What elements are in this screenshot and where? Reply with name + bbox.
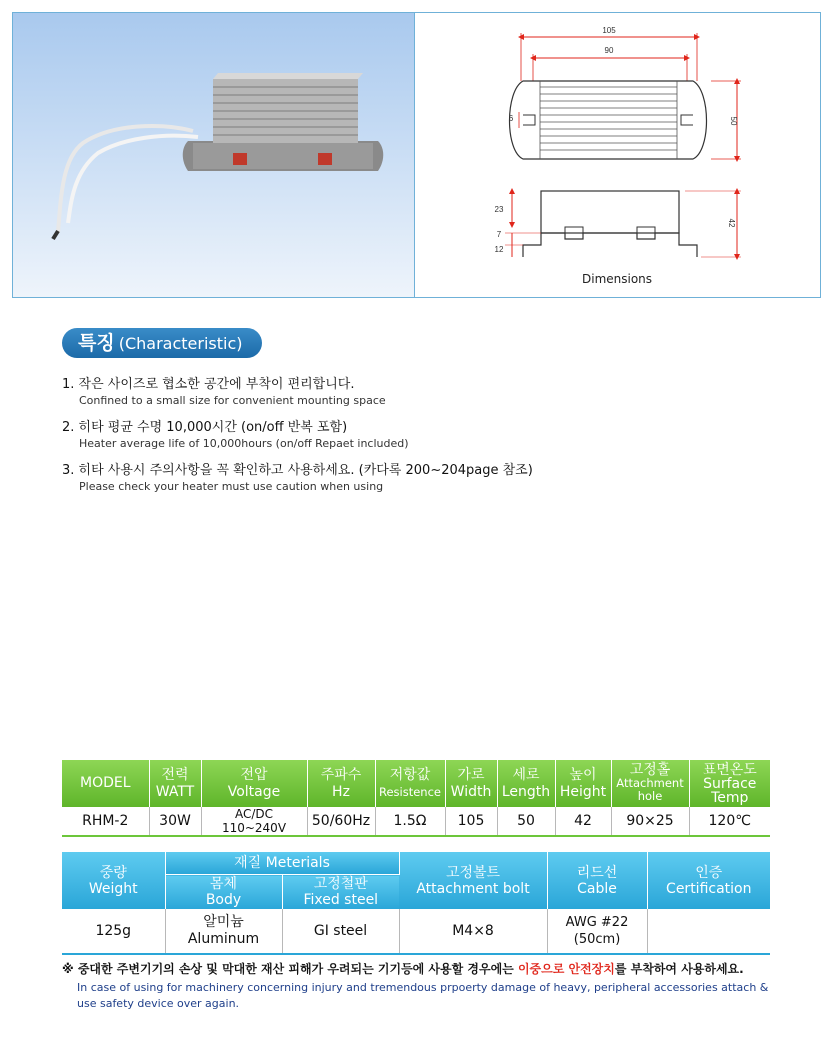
material-header-bolt: 고정볼트 Attachment bolt bbox=[399, 852, 547, 909]
dim-7: 7 bbox=[496, 230, 502, 239]
spec-cell: 105 bbox=[445, 807, 497, 836]
spec-cell: 1.5Ω bbox=[375, 807, 445, 836]
spec-cell: AC/DC 110~240V bbox=[201, 807, 307, 836]
heater-photo-illustration bbox=[13, 13, 415, 298]
dim-90: 90 bbox=[604, 46, 614, 55]
spec-header-watt: 전력 WATT bbox=[149, 760, 201, 807]
spec-header-length: 세로 Length bbox=[497, 760, 555, 807]
characteristic-item-2 bbox=[62, 416, 409, 450]
material-header-cable: 리드선 Cable bbox=[547, 852, 647, 909]
characteristic-item-en: Heater average life of 10,000hours (on/off Repaet included) bbox=[79, 437, 409, 450]
material-cell-weight: 125g bbox=[62, 909, 165, 954]
characteristic-item-1 bbox=[62, 373, 386, 407]
spec-cell: 50/60Hz bbox=[307, 807, 375, 836]
spec-header-resistance: 저항값 Resistence bbox=[375, 760, 445, 807]
product-photo bbox=[12, 12, 415, 298]
dim-42: 42 bbox=[727, 218, 736, 228]
spec-header-surface-temp: 표면온도 Surface Temp bbox=[689, 760, 770, 807]
material-header-fixed-steel: 고정철판 Fixed steel bbox=[282, 875, 399, 910]
dim-50: 50 bbox=[729, 116, 738, 126]
dimensions-caption: Dimensions bbox=[582, 272, 653, 286]
characteristic-badge bbox=[62, 328, 262, 358]
material-header-materials: 재질 Meterials bbox=[165, 852, 399, 875]
spec-header-hz: 주파수 Hz bbox=[307, 760, 375, 807]
spec-header-row bbox=[62, 760, 770, 807]
characteristic-item-en: Confined to a small size for convenient mounting space bbox=[79, 394, 386, 407]
safety-notice bbox=[62, 960, 777, 1012]
spec-header-voltage: 전압 Voltage bbox=[201, 760, 307, 807]
material-header-certification: 인증 Certification bbox=[647, 852, 770, 909]
spec-cell: 120℃ bbox=[689, 807, 770, 836]
characteristic-item-3 bbox=[62, 459, 533, 493]
characteristic-item-ko: 2. 히타 평균 수명 10,000시간 (on/off 반복 포함) bbox=[62, 420, 348, 435]
spec-header-attachment-hole: 고정홀 Attachment hole bbox=[611, 760, 689, 807]
material-cell-fixed: GI steel bbox=[282, 909, 399, 954]
spec-header-model: MODEL bbox=[62, 760, 149, 807]
spec-cell: 50 bbox=[497, 807, 555, 836]
dim-6: 6 bbox=[508, 114, 514, 123]
dimension-drawing bbox=[415, 13, 821, 299]
dim-12: 12 bbox=[494, 245, 504, 254]
spec-table bbox=[62, 760, 770, 837]
material-cell-certification bbox=[647, 909, 770, 954]
spec-cell: 30W bbox=[149, 807, 201, 836]
material-data-row bbox=[62, 909, 770, 954]
dim-23: 23 bbox=[494, 205, 504, 214]
material-cell-cable: AWG #22 (50cm) bbox=[547, 909, 647, 954]
characteristic-title-en: (Characteristic) bbox=[118, 334, 243, 353]
spec-cell: RHM-2 bbox=[62, 807, 149, 836]
dimension-drawing-panel bbox=[415, 12, 821, 298]
material-cell-body: 알미늄 Aluminum bbox=[165, 909, 282, 954]
spec-cell: 90×25 bbox=[611, 807, 689, 836]
material-header-row-1 bbox=[62, 852, 770, 875]
material-header-body: 몸체 Body bbox=[165, 875, 282, 910]
notice-en: In case of using for machinery concerning injury and tremendous prpoerty damage of heavy, peripheral accessories attach & use safety device over again. bbox=[77, 981, 769, 1010]
characteristic-title-ko: 특징 bbox=[78, 332, 115, 354]
characteristic-item-en: Please check your heater must use caution when using bbox=[79, 480, 384, 493]
spec-header-width: 가로 Width bbox=[445, 760, 497, 807]
dim-105: 105 bbox=[602, 26, 616, 35]
characteristic-item-ko: 3. 히타 사용시 주의사항을 꼭 확인하고 사용하세요. (카다록 200~204page 참조) bbox=[62, 463, 533, 478]
material-cell-bolt: M4×8 bbox=[399, 909, 547, 954]
spec-cell: 42 bbox=[555, 807, 611, 836]
spec-header-height: 높이 Height bbox=[555, 760, 611, 807]
characteristic-item-ko: 1. 작은 사이즈로 협소한 공간에 부착이 편리합니다. bbox=[62, 377, 355, 392]
notice-ko: ※ 중대한 주변기기의 손상 및 막대한 재산 피해가 우려되는 기기등에 사용할 경우에는 이중으로 안전장치를 부착하여 사용하세요. bbox=[62, 962, 744, 976]
spec-data-row bbox=[62, 807, 770, 836]
material-header-weight: 중량 Weight bbox=[62, 852, 165, 909]
material-table bbox=[62, 852, 770, 955]
